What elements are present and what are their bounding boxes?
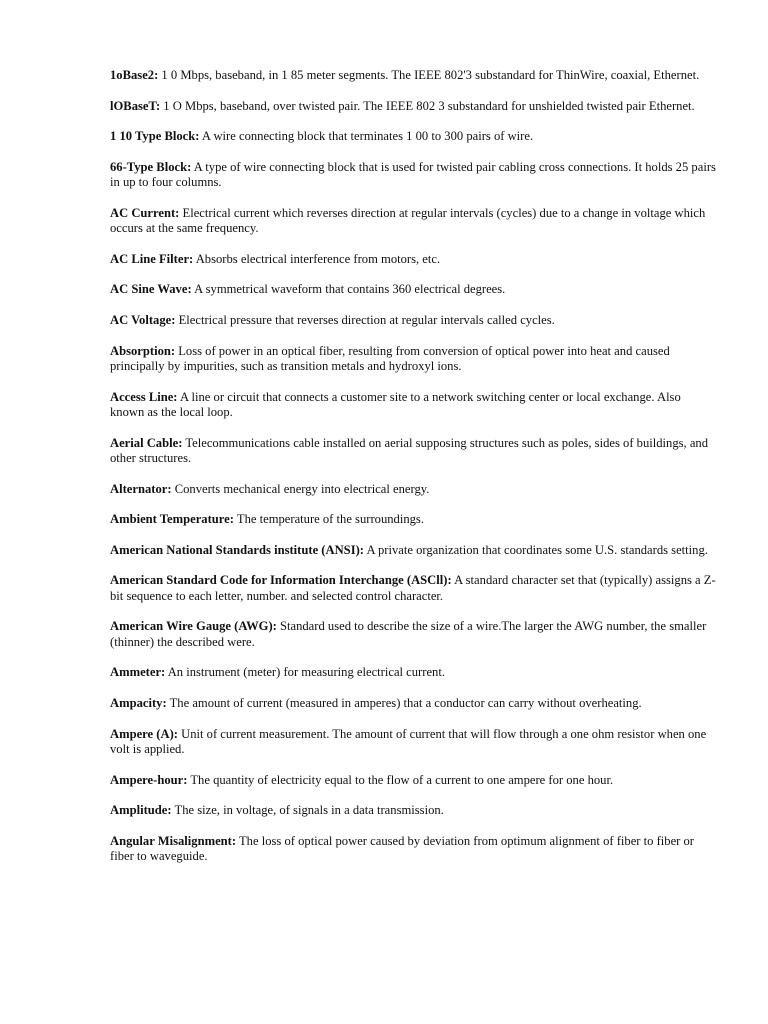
glossary-definition: Loss of power in an optical fiber, resulting from conversion of optical power into heat and caused principally by impurities, such as transition metals and hydroxyl ions. — [110, 343, 670, 373]
glossary-entry — [110, 803, 716, 818]
glossary-definition: Unit of current measurement. The amount of current that will flow through a one ohm resistor when one volt is applied. — [110, 726, 707, 756]
glossary-definition: Absorbs electrical interference from motors, etc. — [193, 251, 441, 266]
glossary-definition: 1 O Mbps, baseband, over twisted pair. The IEEE 802 3 substandard for unshielded twisted pair Ethernet. — [160, 98, 695, 113]
glossary-list — [110, 68, 716, 865]
glossary-term: 1 10 Type Block: — [110, 129, 200, 144]
glossary-definition: A wire connecting block that terminates 1 00 to 300 pairs of wire. — [199, 129, 534, 144]
glossary-entry — [110, 834, 716, 865]
glossary-term: Angular Misalignment: — [110, 833, 237, 848]
glossary-entry — [110, 773, 716, 788]
glossary-entry — [110, 129, 716, 144]
glossary-term: AC Line Filter: — [110, 251, 194, 266]
glossary-page — [110, 68, 716, 880]
glossary-definition: A type of wire connecting block that is used for twisted pair cabling cross connections. It holds 25 pairs in up to four columns. — [110, 159, 716, 190]
glossary-term: Ambient Temperature: — [110, 512, 234, 527]
glossary-entry — [110, 68, 716, 83]
glossary-entry — [110, 482, 716, 497]
glossary-definition: The amount of current (measured in amperes) that a conductor can carry without overheating. — [166, 695, 642, 710]
glossary-entry — [110, 543, 716, 558]
glossary-definition: The size, in voltage, of signals in a data transmission. — [171, 803, 444, 818]
glossary-entry — [110, 619, 716, 650]
glossary-definition: 1 0 Mbps, baseband, in 1 85 meter segments. The IEEE 802'3 substandard for ThinWire, coaxial, Ethernet. — [158, 68, 700, 82]
glossary-term: Alternator: — [110, 481, 172, 496]
glossary-term: lOBaseT: — [110, 98, 161, 113]
glossary-definition: The quantity of electricity equal to the flow of a current to one ampere for one hour. — [187, 772, 614, 787]
glossary-term: AC Sine Wave: — [110, 282, 192, 297]
glossary-definition: The temperature of the surroundings. — [233, 512, 424, 527]
glossary-definition: The loss of optical power caused by deviation from optimum alignment of fiber to fiber or fiber to waveguide. — [110, 833, 694, 864]
glossary-term: Absorption: — [110, 343, 176, 358]
glossary-term: American Standard Code for Information Interchange (ASCll): — [110, 573, 452, 588]
glossary-term: Ampere (A): — [110, 726, 178, 741]
glossary-term: Ampacity: — [110, 695, 167, 710]
glossary-entry — [110, 160, 716, 191]
glossary-term: American Wire Gauge (AWG): — [110, 619, 277, 634]
glossary-entry — [110, 344, 716, 375]
glossary-entry — [110, 512, 716, 527]
glossary-entry — [110, 436, 716, 467]
glossary-term: AC Voltage: — [110, 312, 176, 327]
glossary-term: Access Line: — [110, 389, 178, 404]
glossary-definition: A symmetrical waveform that contains 360 electrical degrees. — [191, 282, 506, 297]
glossary-entry — [110, 252, 716, 267]
glossary-definition: Converts mechanical energy into electrical energy. — [171, 481, 430, 496]
glossary-definition: Electrical current which reverses direction at regular intervals (cycles) due to a change in voltage which occurs at the same frequency. — [110, 205, 706, 236]
glossary-entry — [110, 313, 716, 328]
glossary-definition: A standard character set that (typically) assigns a Z-bit sequence to each letter, number. and selected control character. — [110, 573, 716, 603]
glossary-entry — [110, 665, 716, 680]
glossary-entry — [110, 727, 716, 758]
glossary-definition: Electrical pressure that reverses direction at regular intervals called cycles. — [175, 312, 555, 327]
glossary-entry — [110, 390, 716, 421]
glossary-entry — [110, 573, 716, 604]
glossary-term: 66-Type Block: — [110, 159, 192, 174]
glossary-term: Amplitude: — [110, 803, 172, 818]
glossary-definition: A line or circuit that connects a customer site to a network switching center or local exchange. Also known as the local loop. — [110, 389, 681, 419]
glossary-entry — [110, 696, 716, 711]
glossary-term: 1oBase2: — [110, 68, 159, 82]
glossary-definition: A private organization that coordinates some U.S. standards setting. — [363, 542, 708, 557]
glossary-entry — [110, 99, 716, 114]
glossary-term: Ampere-hour: — [110, 772, 188, 787]
glossary-definition: An instrument (meter) for measuring electrical current. — [165, 665, 445, 680]
glossary-term: Ammeter: — [110, 665, 166, 680]
glossary-term: AC Current: — [110, 205, 180, 220]
glossary-entry — [110, 282, 716, 297]
glossary-term: Aerial Cable: — [110, 435, 183, 450]
glossary-term: American National Standards institute (ANSI): — [110, 542, 364, 557]
glossary-definition: Standard used to describe the size of a wire.The larger the AWG number, the smaller (thinner) the described were. — [110, 619, 707, 649]
glossary-definition: Telecommunications cable installed on aerial supposing structures such as poles, sides of buildings, and other structures. — [110, 435, 709, 465]
glossary-entry — [110, 206, 716, 237]
